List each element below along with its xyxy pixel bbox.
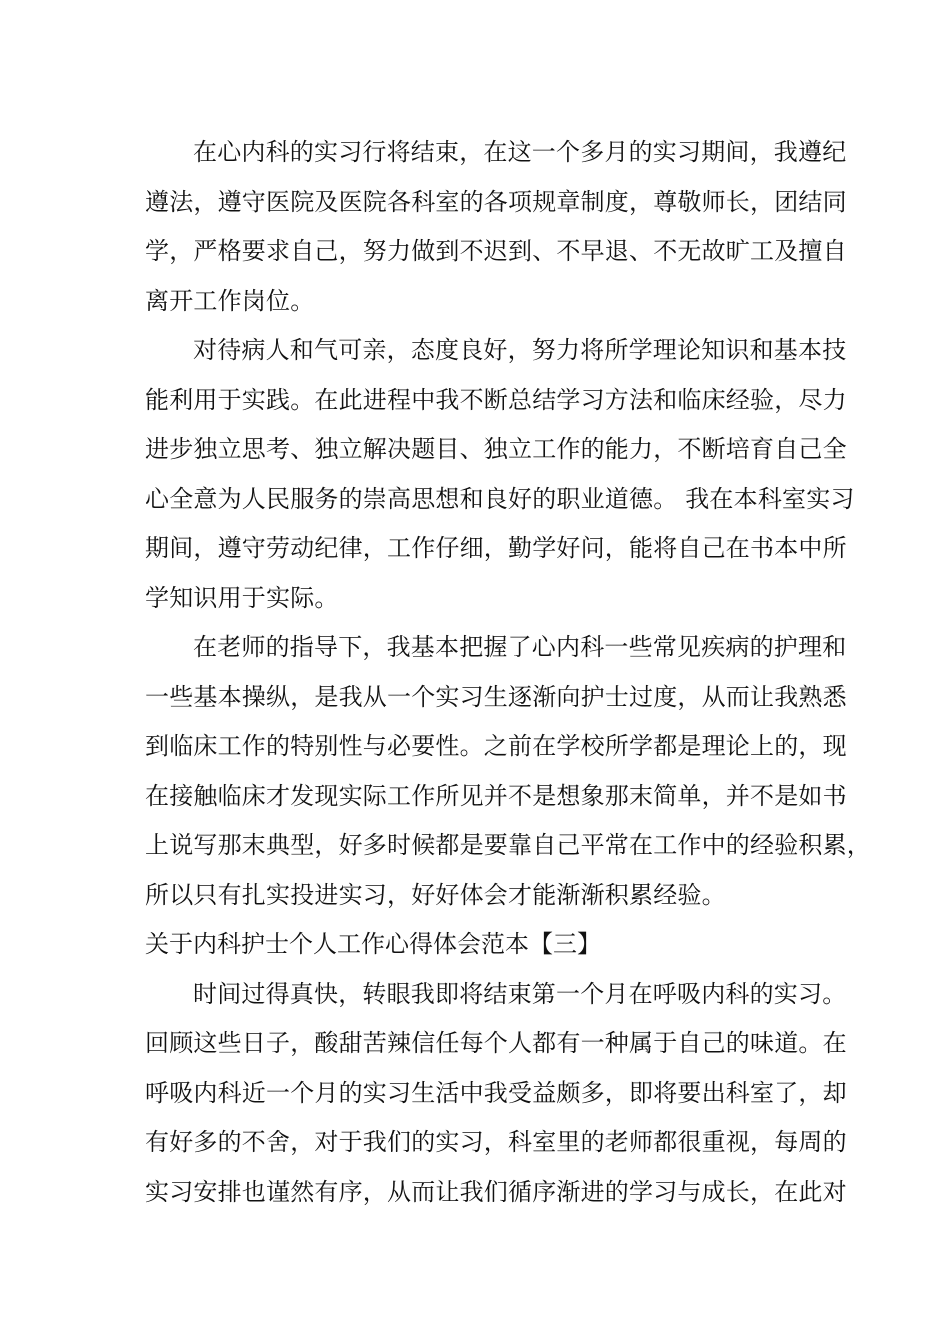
paragraph-2 — [145, 326, 855, 623]
paragraph-1 — [145, 128, 847, 326]
text-line: 时间过得真快，转眼我即将结束第一个月在呼吸内科的实习。 — [193, 979, 847, 1008]
text-line: 有好多的不舍，对于我们的实习，科室里的老师都很重视，每周的 — [145, 1128, 847, 1156]
text-line: 回顾这些日子，酸甜苦辣信任每个人都有一种属于自己的味道。在 — [145, 1029, 847, 1057]
paragraph-3 — [145, 623, 871, 920]
paragraph-4 — [145, 970, 847, 1218]
section-heading: 关于内科护士个人工作心得体会范本【三】 — [145, 930, 601, 958]
text-line: 期间，遵守劳动纪律，工作仔细，勤学好问，能将自己在书本中所 — [145, 534, 847, 562]
text-line: 呼吸内科近一个月的实习生活中我受益颇多，即将要出科室了，却 — [145, 1078, 847, 1107]
text-line: 能利用于实践。在此进程中我不断总结学习方法和临床经验，尽力 — [145, 385, 847, 414]
text-line: 一些基本操纵，是我从一个实习生逐渐向护士过度，从而让我熟悉 — [145, 682, 847, 711]
text-line: 到临床工作的特别性与必要性。之前在学校所学都是理论上的，现 — [145, 732, 847, 760]
text-line: 实习安排也谨然有序，从而让我们循序渐进的学习与成长，在此对 — [145, 1177, 847, 1206]
text-line: 在心内科的实习行将结束，在这一个多月的实习期间，我遵纪 — [193, 138, 847, 166]
text-line: 在接触临床才发现实际工作所见并不是想象那末简单，并不是如书 — [145, 781, 847, 810]
text-line: 心全意为人民服务的崇高思想和良好的职业道德。 我在本科室实习 — [145, 484, 855, 513]
text-line: 离开工作岗位。 — [145, 286, 315, 315]
text-line: 在老师的指导下，我基本把握了心内科一些常见疾病的护理和 — [193, 633, 847, 661]
text-line: 所以只有扎实投进实习，好好体会才能渐渐积累经验。 — [145, 880, 726, 909]
text-line: 进步独立思考、独立解决题目、独立工作的能力，不断培育自己全 — [145, 435, 847, 463]
text-line: 学知识用于实际。 — [145, 583, 339, 612]
text-line: 上说写那末典型，好多时候都是要靠自己平常在工作中的经验积累， — [145, 831, 871, 859]
document-body — [145, 128, 871, 1217]
text-line: 对待病人和气可亲，态度良好，努力将所学理论知识和基本技 — [193, 336, 847, 364]
text-line: 遵法，遵守医院及医院各科室的各项规章制度，尊敬师长，团结同 — [145, 187, 847, 216]
text-line: 学，严格要求自己，努力做到不迟到、不早退、不无故旷工及擅自 — [145, 237, 847, 265]
